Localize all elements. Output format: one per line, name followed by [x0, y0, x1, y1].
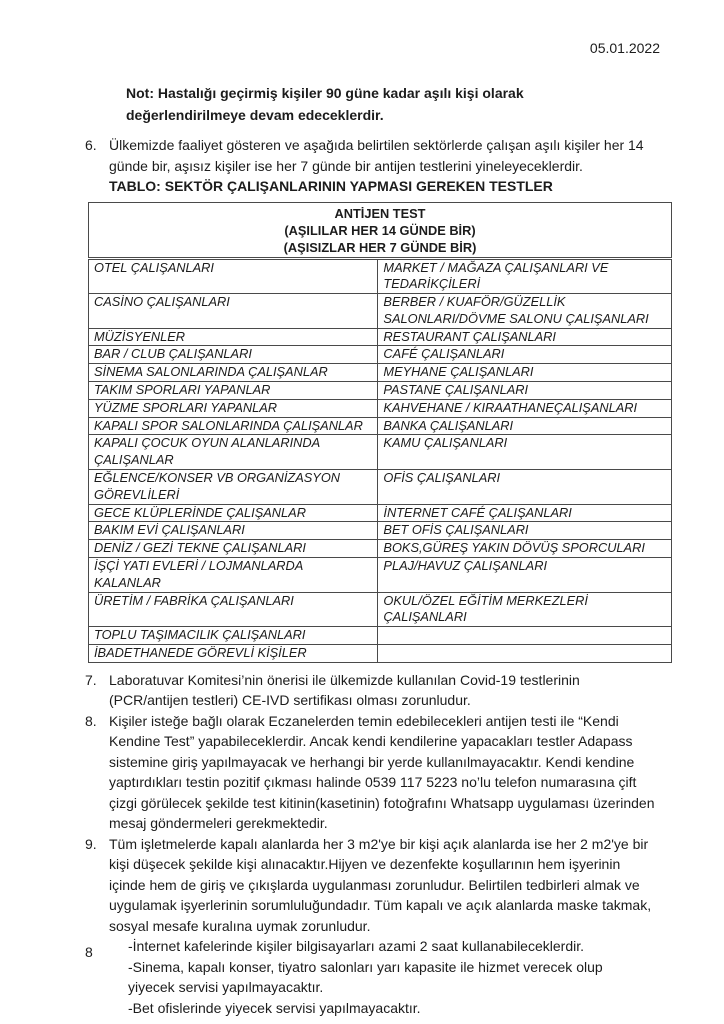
table-cell: İBADETHANEDE GÖREVLİ KİŞİLER	[89, 645, 378, 663]
table-cell	[378, 645, 672, 663]
table-cell: MARKET / MAĞAZA ÇALIŞANLARI VE TEDARİKÇİLERİ	[378, 258, 672, 294]
table-cell: İNTERNET CAFÉ ÇALIŞANLARI	[378, 504, 672, 522]
list-item-9	[85, 834, 658, 937]
table-cell: OFİS ÇALIŞANLARI	[378, 470, 672, 505]
table-row	[89, 645, 672, 663]
table-row	[89, 558, 672, 593]
table-row	[89, 399, 672, 417]
table-row	[89, 364, 672, 382]
table-caption: TABLO: SEKTÖR ÇALIŞANLARININ YAPMASI GEREKEN TESTLER	[109, 178, 553, 194]
table-cell: CASİNO ÇALIŞANLARI	[89, 294, 378, 329]
list-item-8	[85, 711, 658, 834]
item-8-text: Kişiler isteğe bağlı olarak Eczanelerden temin edebilecekleri antijen testi ile “Kendi Kendine Test” yapabileceklerdir. Ancak kendi kendilerine yapacakları testler Adapass sistemine giriş yapılmayacak ve herhangi bir yerde kullanılmayacaktır. Kendi kendine yaptırdıkları testin pozitif çıkması halinde 0539 117 5223 no’lu telefon numarasına çift çizgi görülecek şekilde test kitinin(kasetinin) fotoğrafını Whatsapp uygulaması üzerinden mesaj göndermeleri gerekmektedir.	[109, 712, 655, 832]
table-cell: CAFÉ ÇALIŞANLARI	[378, 346, 672, 364]
table-cell: KAPALI ÇOCUK OYUN ALANLARINDA ÇALIŞANLAR	[89, 435, 378, 470]
table-cell: MEYHANE ÇALIŞANLARI	[378, 364, 672, 382]
table-cell: OKUL/ÖZEL EĞİTİM MERKEZLERİ ÇALIŞANLARI	[378, 592, 672, 627]
table-cell: BAKIM EVİ ÇALIŞANLARI	[89, 522, 378, 540]
item-6-text: Ülkemizde faaliyet gösteren ve aşağıda belirtilen sektörlerde çalışan aşılı kişiler her 14 günde bir, aşısız kişiler ise her 7 günde bir antijen testlerini yineleyeceklerdir.	[109, 137, 644, 174]
table-cell: YÜZME SPORLARI YAPANLAR	[89, 399, 378, 417]
table-cell: TAKIM SPORLARI YAPANLAR	[89, 382, 378, 400]
table-cell: PASTANE ÇALIŞANLARI	[378, 382, 672, 400]
table-row	[89, 592, 672, 627]
table-cell: OTEL ÇALIŞANLARI	[89, 258, 378, 294]
item-number: 7.	[85, 671, 97, 688]
table-cell: İŞÇİ YATI EVLERİ / LOJMANLARDA KALANLAR	[89, 558, 378, 593]
item-9-text: Tüm işletmelerde kapalı alanlarda her 3 m2'ye bir kişi açık alanlarda ise her 2 m2'ye bir kişi düşecek şekilde kişi alınacaktır.Hijyen ve dezenfekte koşullarının hem işyerinin içinde hem de giriş ve çıkışlarda uygulanması zorunludur. Belirtilen tedbirleri almak ve uygulamak işyerlerinin sorumluluğundadır. Tüm kapalı ve açık alanlarda maske takmak, sosyal mesafe kuralına uymak zorunludur.	[109, 835, 652, 934]
table-cell: KAHVEHANE / KIRAATHANEÇALIŞANLARI	[378, 399, 672, 417]
list-item-7	[85, 670, 658, 711]
table-cell: BET OFİS ÇALIŞANLARI	[378, 522, 672, 540]
sub-item: -Bet ofislerinde yiyecek servisi yapılmayacaktır.	[128, 999, 421, 1016]
table-cell	[378, 627, 672, 645]
table-header-line-3: (AŞISIZLAR HER 7 GÜNDE BİR)	[283, 239, 477, 255]
table-row	[89, 258, 672, 294]
note-paragraph: Not: Hastalığı geçirmiş kişiler 90 güne kadar aşılı kişi olarak değerlendirilmeye devam edeceklerdir.	[126, 85, 524, 123]
sector-test-table	[88, 202, 672, 663]
table-header-cell	[89, 202, 672, 258]
table-row	[89, 470, 672, 505]
table-cell: GECE KLÜPLERİNDE ÇALIŞANLAR	[89, 504, 378, 522]
table-cell: SİNEMA SALONLARINDA ÇALIŞANLAR	[89, 364, 378, 382]
table-cell: BERBER / KUAFÖR/GÜZELLİK SALONLARI/DÖVME SALONU ÇALIŞANLARI	[378, 294, 672, 329]
sub-item: -İnternet kafelerinde kişiler bilgisayarları azami 2 saat kullanabileceklerdir.	[128, 938, 584, 955]
table-row	[89, 627, 672, 645]
table-cell: ÜRETİM / FABRİKA ÇALIŞANLARI	[89, 592, 378, 627]
list-item-6	[85, 135, 658, 197]
sub-item-list	[128, 936, 644, 1018]
table-row	[89, 417, 672, 435]
table-row	[89, 294, 672, 329]
table-cell: KAMU ÇALIŞANLARI	[378, 435, 672, 470]
table-header-line-2: (AŞILILAR HER 14 GÜNDE BİR)	[284, 222, 476, 238]
table-cell: PLAJ/HAVUZ ÇALIŞANLARI	[378, 558, 672, 593]
table-cell: BANKA ÇALIŞANLARI	[378, 417, 672, 435]
item-number: 9.	[85, 835, 97, 852]
item-number: 6.	[85, 137, 97, 153]
sub-item: -Sinema, kapalı konser, tiyatro salonları yarı kapasite ile hizmet verecek olup yiyecek servisi yapılmayacaktır.	[128, 958, 603, 996]
table-cell: EĞLENCE/KONSER VB ORGANİZASYON GÖREVLİLERİ	[89, 470, 378, 505]
table-row	[89, 382, 672, 400]
table-cell: BOKS,GÜREŞ YAKIN DÖVÜŞ SPORCULARI	[378, 540, 672, 558]
table-row	[89, 346, 672, 364]
table-row	[89, 435, 672, 470]
item-7-text: Laboratuvar Komitesi’nin önerisi ile ülkemizde kullanılan Covid-19 testlerinin (PCR/antijen testleri) CE-IVD sertifikası olması zorunludur.	[109, 671, 580, 709]
item-number: 8.	[85, 712, 97, 729]
table-row	[89, 540, 672, 558]
table-row	[89, 522, 672, 540]
table-cell: TOPLU TAŞIMACILIK ÇALIŞANLARI	[89, 627, 378, 645]
table-cell: KAPALI SPOR SALONLARINDA ÇALIŞANLAR	[89, 417, 378, 435]
document-date: 05.01.2022	[589, 40, 660, 56]
table-header-row	[89, 202, 672, 258]
page-number: 8	[85, 944, 93, 960]
table-cell: DENİZ / GEZİ TEKNE ÇALIŞANLARI	[89, 540, 378, 558]
table-cell: MÜZİSYENLER	[89, 328, 378, 346]
table-row	[89, 328, 672, 346]
table-cell: RESTAURANT ÇALIŞANLARI	[378, 328, 672, 346]
table-header-line-1: ANTİJEN TEST	[334, 205, 426, 221]
table-cell: BAR / CLUB ÇALIŞANLARI	[89, 346, 378, 364]
table-row	[89, 504, 672, 522]
